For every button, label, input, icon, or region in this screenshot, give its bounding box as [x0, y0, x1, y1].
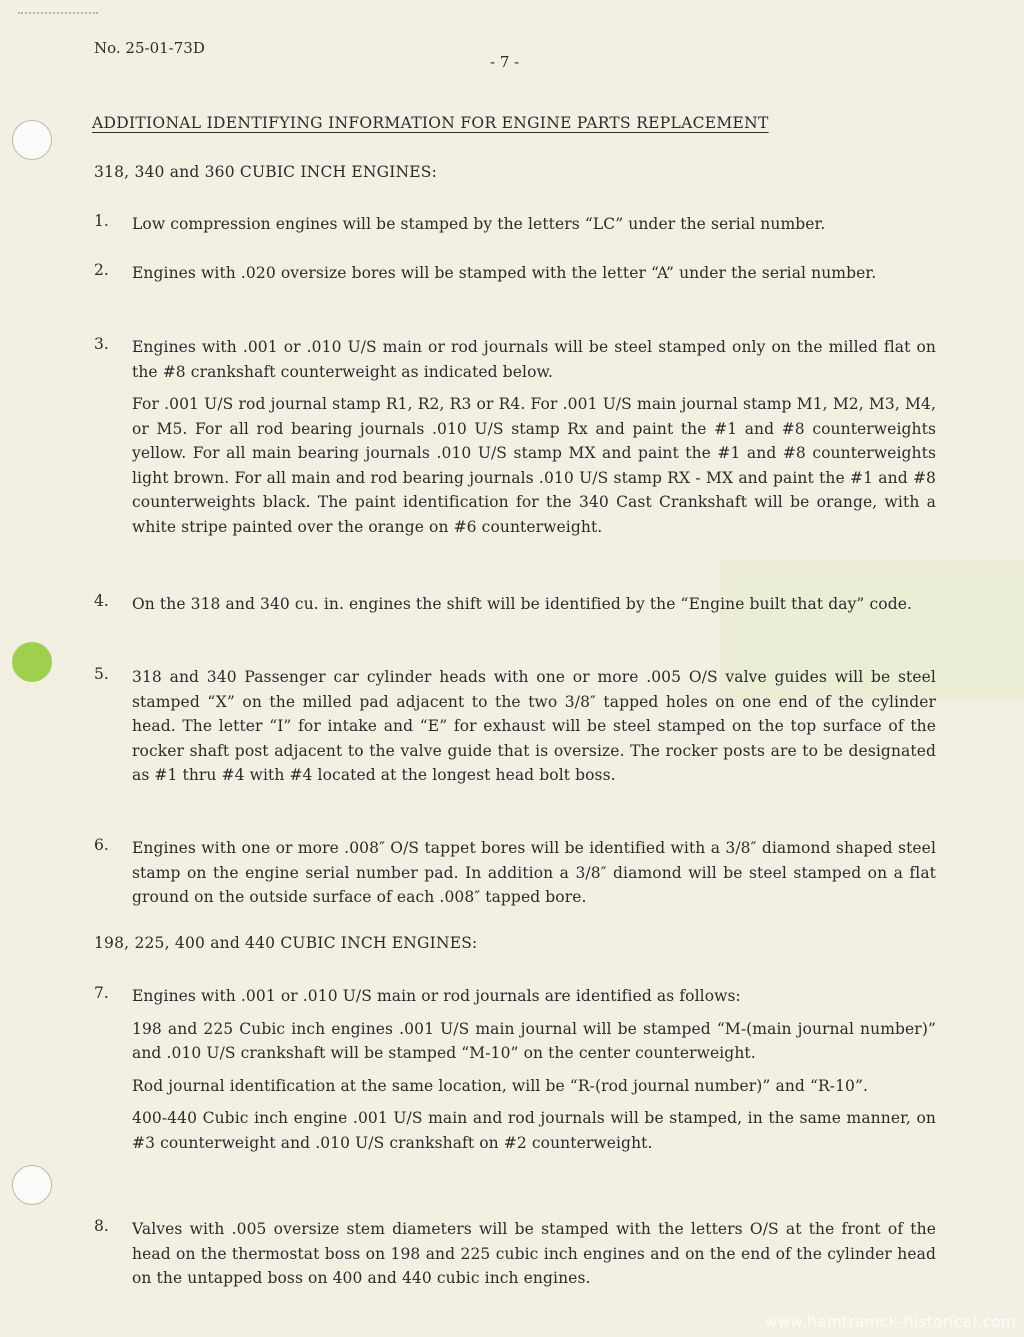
item-text: Valves with .005 oversize stem diameters will be stamped with the letters O/S at the front of the head on the thermostat boss on 198 and 225 cubic inch engines and on the end of the cylinder head on the untapped boss on 400 and 440 cubic inch engines. [132, 1220, 936, 1287]
list-item-3 [94, 335, 936, 539]
section-heading-198-225-400-440: 198, 225, 400 and 440 CUBIC INCH ENGINES: [94, 934, 478, 952]
item-text: Low compression engines will be stamped by the letters “LC” under the serial number. [132, 215, 826, 233]
document-number: No. 25-01-73D [94, 39, 205, 57]
list-item-1 [94, 212, 936, 237]
item-text: 400-440 Cubic inch engine .001 U/S main and rod journals will be stamped, in the same manner, on #3 counterweight and .010 U/S crankshaft on #2 counterweight. [132, 1109, 936, 1152]
item-text: For .001 U/S rod journal stamp R1, R2, R3 or R4. For .001 U/S main journal stamp M1, M2, M3, M4, or M5. For all rod bearing journals .010 U/S stamp Rx and paint the #1 and #8 counterweights yellow. For all main bearing journals .010 U/S stamp MX and paint the #1 and #8 counterweights light brown. For all main and rod bearing journals .010 U/S stamp RX - MX and paint the #1 and #8 counterweights black. The paint identification for the 340 Cast Crankshaft will be orange, with a white stripe painted over the orange on #6 counterweight. [132, 395, 936, 536]
list-item-7 [94, 984, 936, 1155]
item-text: 318 and 340 Passenger car cylinder heads with one or more .005 O/S valve guides will be steel stamped “X” on the milled pad adjacent to the two 3/8″ tapped holes on one end of the cylinder head. The letter “I” for intake and “E” for exhaust will be steel stamped on the top surface of the rocker shaft post adjacent to the valve guide that is oversize. The rocker posts are to be designated as #1 thru #4 with #4 located at the longest head bolt boss. [132, 668, 936, 784]
list-item-8 [94, 1217, 936, 1291]
list-item-4 [94, 592, 936, 617]
punch-hole-top [12, 120, 52, 160]
list-item-5 [94, 665, 936, 788]
item-text: Engines with .020 oversize bores will be stamped with the letter “A” under the serial number. [132, 264, 877, 282]
item-text: On the 318 and 340 cu. in. engines the shift will be identified by the “Engine built that day” code. [132, 595, 913, 613]
item-number: 5. [94, 665, 109, 683]
item-text: Engines with one or more .008″ O/S tappet bores will be identified with a 3/8″ diamond shaped steel stamp on the engine serial number pad. In addition a 3/8″ diamond will be steel stamped on a flat ground on the outside surface of each .008″ tapped bore. [132, 839, 936, 906]
corner-mark [18, 12, 98, 14]
item-text: Rod journal identification at the same location, will be “R-(rod journal number)” and “R-10”. [132, 1076, 869, 1095]
item-number: 6. [94, 836, 109, 854]
item-text: Engines with .001 or .010 U/S main or rod journals will be steel stamped only on the milled flat on the #8 crankshaft counterweight as indicated below. [132, 338, 936, 381]
item-number: 2. [94, 261, 109, 279]
list-item-6 [94, 836, 936, 910]
item-number: 1. [94, 212, 109, 230]
site-watermark: www.hamtramck-historical.com [765, 1313, 1016, 1331]
page-number: - 7 - [490, 53, 520, 71]
section-heading-318-340-360: 318, 340 and 360 CUBIC INCH ENGINES: [94, 163, 438, 181]
item-text: 198 and 225 Cubic inch engines .001 U/S main journal will be stamped “M-(main journal number)” and .010 U/S crankshaft will be stamped “M-10” on the center counterweight. [132, 1019, 936, 1062]
item-number: 3. [94, 335, 109, 353]
list-item-2 [94, 261, 936, 286]
page-title: ADDITIONAL IDENTIFYING INFORMATION FOR ENGINE PARTS REPLACEMENT [92, 114, 769, 132]
item-number: 8. [94, 1217, 109, 1235]
item-number: 4. [94, 592, 109, 610]
punch-hole-bottom [12, 1165, 52, 1205]
item-text: Engines with .001 or .010 U/S main or rod journals are identified as follows: [132, 987, 741, 1005]
punch-hole-middle [12, 642, 52, 682]
item-number: 7. [94, 984, 109, 1002]
